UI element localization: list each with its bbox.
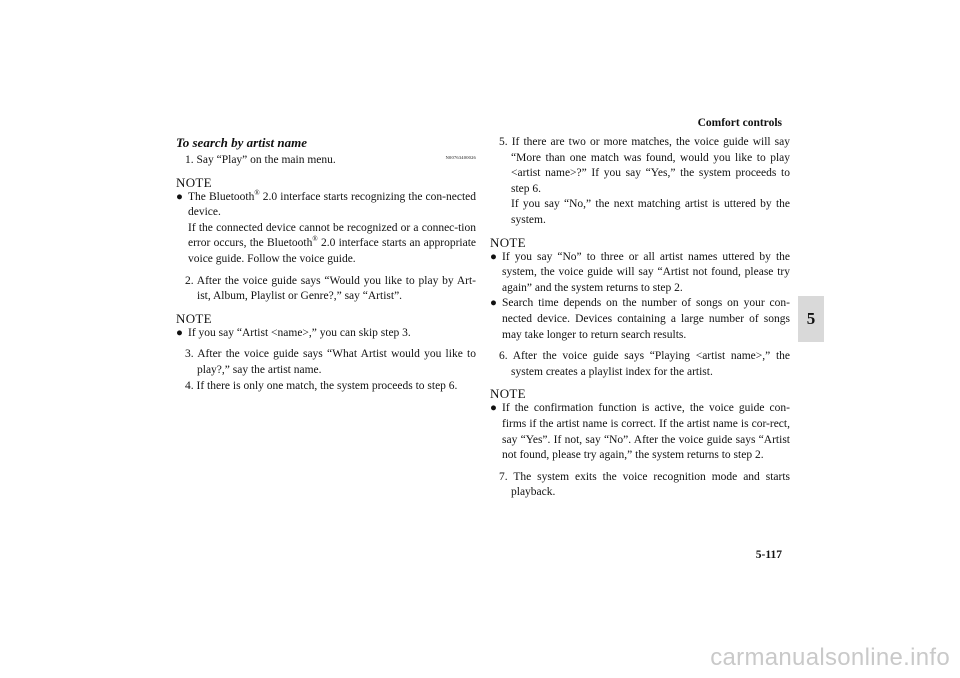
note-item: [176, 190, 476, 268]
note-text: If you say “No” to three or all artist names uttered by the system, the voice guide will say “Artist not found, please try again” and the system returns to step 2.: [502, 250, 790, 294]
page-header-title: Comfort controls: [697, 117, 782, 129]
step-5-continued: If you say “No,” the next matching artist is uttered by the system.: [511, 198, 790, 226]
step-7: 7. The system exits the voice recognition mode and starts playback.: [499, 470, 790, 499]
bullet-icon: ●: [490, 250, 497, 263]
note-text-c: If the connected device cannot be recognized or a connec-tion error occurs, the Bluetooth: [188, 221, 476, 250]
step-6: 6. After the voice guide says “Playing <artist name>,” the system creates a playlist index for the artist.: [499, 350, 790, 378]
page-number: 5-117: [755, 549, 782, 561]
section-title: To search by artist name: [176, 135, 307, 150]
step-1: 1. Say “Play” on the main menu.: [185, 154, 336, 166]
step-3: 3. After the voice guide says “What Artist would you like to play?,” say the artist name.: [185, 348, 476, 376]
chapter-tab: 5: [798, 296, 824, 342]
note-label: NOTE: [490, 386, 526, 402]
right-column: [490, 135, 790, 501]
note-item: [490, 296, 790, 343]
registered-mark: ®: [254, 188, 260, 197]
left-column: [176, 135, 476, 394]
note-item: [490, 401, 790, 463]
note-text: If the confirmation function is active, the voice guide con-firms if the artist name is correct. If the artist name is cor-rect, say “Yes”. If not, say “No”. After the voice guide says “Artist not found, please try again,” the system returns to step 2.: [502, 402, 790, 462]
registered-mark: ®: [312, 235, 318, 244]
bullet-icon: ●: [490, 297, 497, 310]
note-label: NOTE: [176, 174, 212, 190]
bullet-icon: ●: [490, 402, 497, 415]
note-label: NOTE: [490, 234, 526, 250]
section-code: N00763400026: [445, 155, 476, 160]
step-5: 5. If there are two or more matches, the voice guide will say “More than one match was found, would you like to play <artist name>?” If you say “Yes,” the system proceeds to step 6.: [499, 136, 790, 195]
note-text-d: 2.0 interface starts an appropriate voice guide. Follow the voice guide.: [188, 237, 476, 265]
watermark: carmanualsonline.info: [710, 644, 950, 671]
step-2: 2. After the voice guide says “Would you like to play by Art-ist, Album, Playlist or Genre?,” say “Artist”.: [185, 274, 476, 303]
bullet-icon: ●: [176, 190, 183, 203]
note-item: [490, 250, 790, 297]
note-text: If you say “Artist <name>,” you can skip step 3.: [188, 326, 411, 339]
note-label: NOTE: [176, 310, 212, 326]
step-4: 4. If there is only one match, the system proceeds to step 6.: [185, 379, 458, 392]
note-text-a: The Bluetooth: [188, 190, 255, 203]
note-text: Search time depends on the number of songs on your con-nected device. Devices containing a large number of songs may take longer to return search results.: [502, 297, 790, 341]
bullet-icon: ●: [176, 326, 183, 339]
note-text-b: 2.0 interface starts recognizing the con-nected device.: [188, 190, 476, 219]
note-item: [176, 326, 476, 342]
